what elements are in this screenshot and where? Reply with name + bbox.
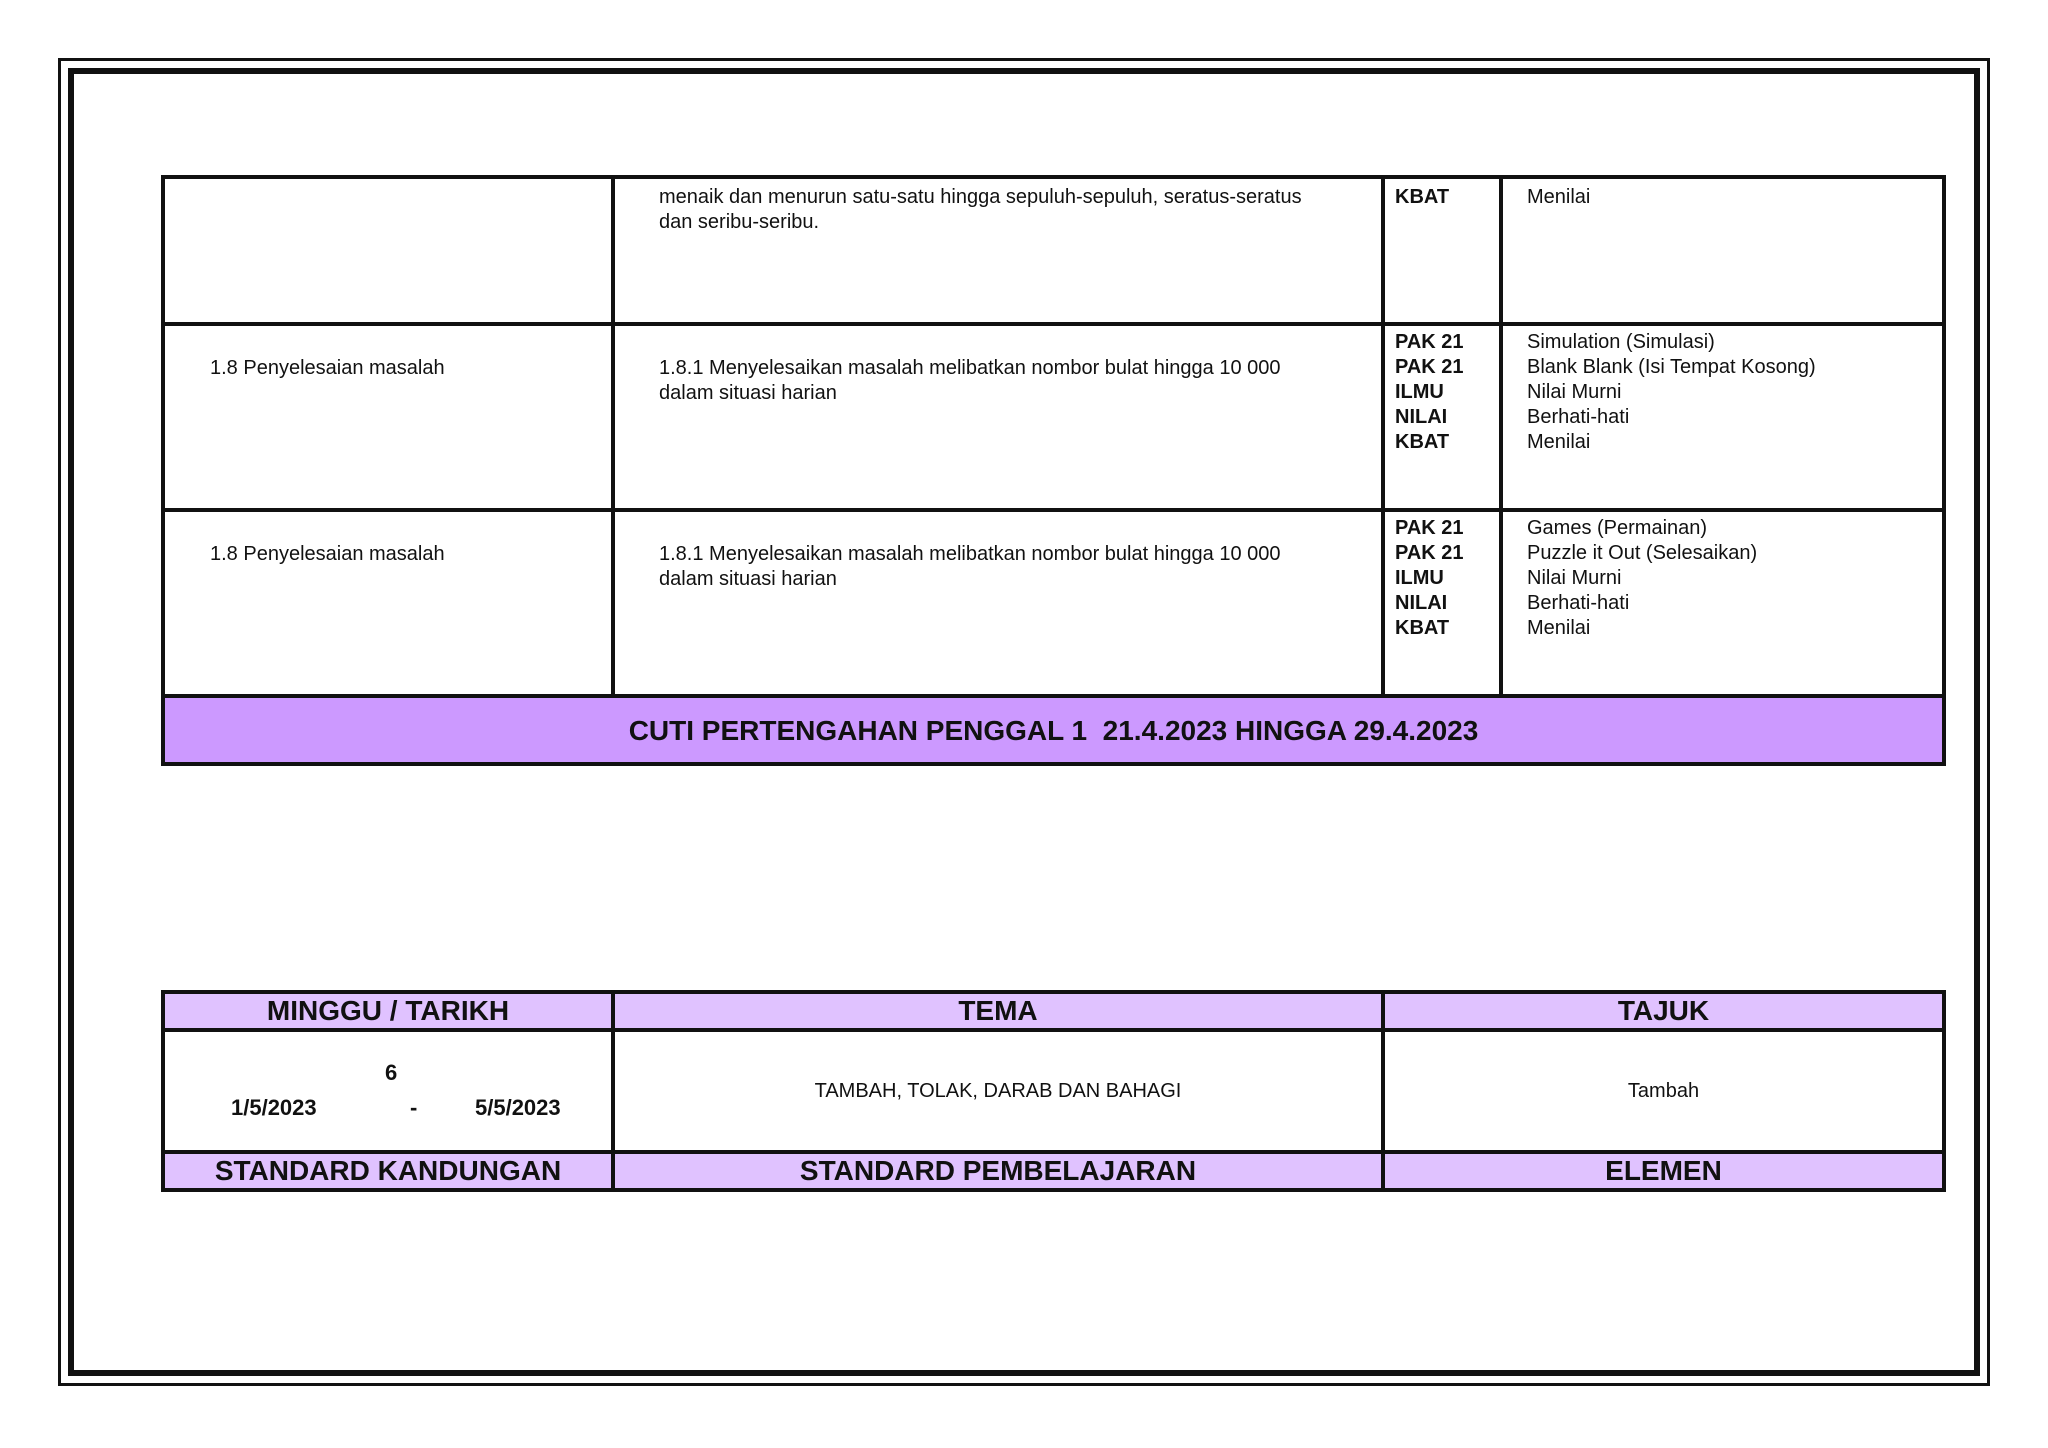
- elemen-description: Berhati-hati: [1527, 406, 1630, 428]
- elemen-label: NILAI: [1395, 592, 1448, 614]
- elemen-cell: [1383, 324, 1501, 510]
- week-date-cell: [163, 1030, 613, 1152]
- elemen-description: Nilai Murni: [1527, 567, 1622, 589]
- text-line: menaik dan menurun satu-satu hingga sepuluh-sepuluh, seratus-seratus: [659, 186, 1302, 208]
- tema-cell: TAMBAH, TOLAK, DARAB DAN BAHAGI: [613, 1030, 1383, 1152]
- text-line: 1.8.1 Menyelesaikan masalah melibatkan nombor bulat hingga 10 000: [659, 357, 1281, 379]
- standard-pembelajaran-cell: [613, 324, 1383, 510]
- header-elemen: ELEMEN: [1383, 1152, 1944, 1190]
- elemen-label: KBAT: [1395, 617, 1450, 639]
- text-line: dan seribu-seribu.: [659, 211, 820, 233]
- standard-kandungan-cell: [163, 177, 613, 324]
- header-standard-kandungan: STANDARD KANDUNGAN: [163, 1152, 613, 1190]
- elemen-description: Menilai: [1527, 431, 1591, 453]
- week-row: [163, 1030, 1944, 1152]
- text-line: 1.8.1 Menyelesaikan masalah melibatkan nombor bulat hingga 10 000: [659, 543, 1281, 565]
- elemen-label: PAK 21: [1395, 542, 1464, 564]
- standard-pembelajaran-cell: [613, 177, 1383, 324]
- elemen-description-cell: [1501, 324, 1944, 510]
- date-separator: -: [410, 1095, 418, 1120]
- elemen-description: Menilai: [1527, 186, 1591, 208]
- holiday-banner: CUTI PERTENGAHAN PENGGAL 1 21.4.2023 HINGGA 29.4.2023: [163, 696, 1944, 764]
- table-row: [163, 324, 1944, 510]
- header-tajuk: TAJUK: [1383, 992, 1944, 1030]
- elemen-label: PAK 21: [1395, 331, 1464, 353]
- text-line: dalam situasi harian: [659, 382, 837, 404]
- elemen-label: KBAT: [1395, 431, 1450, 453]
- elemen-description: Blank Blank (Isi Tempat Kosong): [1527, 356, 1816, 378]
- elemen-description: Games (Permainan): [1527, 517, 1708, 539]
- elemen-description: Menilai: [1527, 617, 1591, 639]
- elemen-description: Puzzle it Out (Selesaikan): [1527, 542, 1758, 564]
- elemen-description-cell: [1501, 177, 1944, 324]
- week-start-date: 1/5/2023: [231, 1095, 317, 1120]
- header-row: [163, 992, 1944, 1030]
- standard-kandungan-cell: 1.8 Penyelesaian masalah: [163, 510, 613, 696]
- elemen-label: PAK 21: [1395, 356, 1464, 378]
- holiday-banner-row: [163, 696, 1944, 764]
- elemen-label: ILMU: [1395, 567, 1444, 589]
- table-row: [163, 510, 1944, 696]
- elemen-description: Berhati-hati: [1527, 592, 1630, 614]
- text-line: dalam situasi harian: [659, 568, 837, 590]
- week-number: 6: [385, 1060, 398, 1085]
- subheader-row: [163, 1152, 1944, 1190]
- elemen-label: ILMU: [1395, 381, 1444, 403]
- week-end-date: 5/5/2023: [475, 1095, 561, 1120]
- lesson-plan-table-week-6: [161, 990, 1946, 1192]
- elemen-cell: [1383, 510, 1501, 696]
- elemen-description-cell: [1501, 510, 1944, 696]
- table-row: [163, 177, 1944, 324]
- header-tema: TEMA: [613, 992, 1383, 1030]
- elemen-cell: [1383, 177, 1501, 324]
- standard-pembelajaran-cell: [613, 510, 1383, 696]
- elemen-label: PAK 21: [1395, 517, 1464, 539]
- elemen-description: Nilai Murni: [1527, 381, 1622, 403]
- tajuk-cell: Tambah: [1383, 1030, 1944, 1152]
- elemen-description: Simulation (Simulasi): [1527, 331, 1715, 353]
- elemen-label: KBAT: [1395, 186, 1450, 208]
- lesson-plan-table-continued: [161, 175, 1946, 766]
- header-minggu-tarikh: MINGGU / TARIKH: [163, 992, 613, 1030]
- standard-kandungan-cell: 1.8 Penyelesaian masalah: [163, 324, 613, 510]
- header-standard-pembelajaran: STANDARD PEMBELAJARAN: [613, 1152, 1383, 1190]
- elemen-label: NILAI: [1395, 406, 1448, 428]
